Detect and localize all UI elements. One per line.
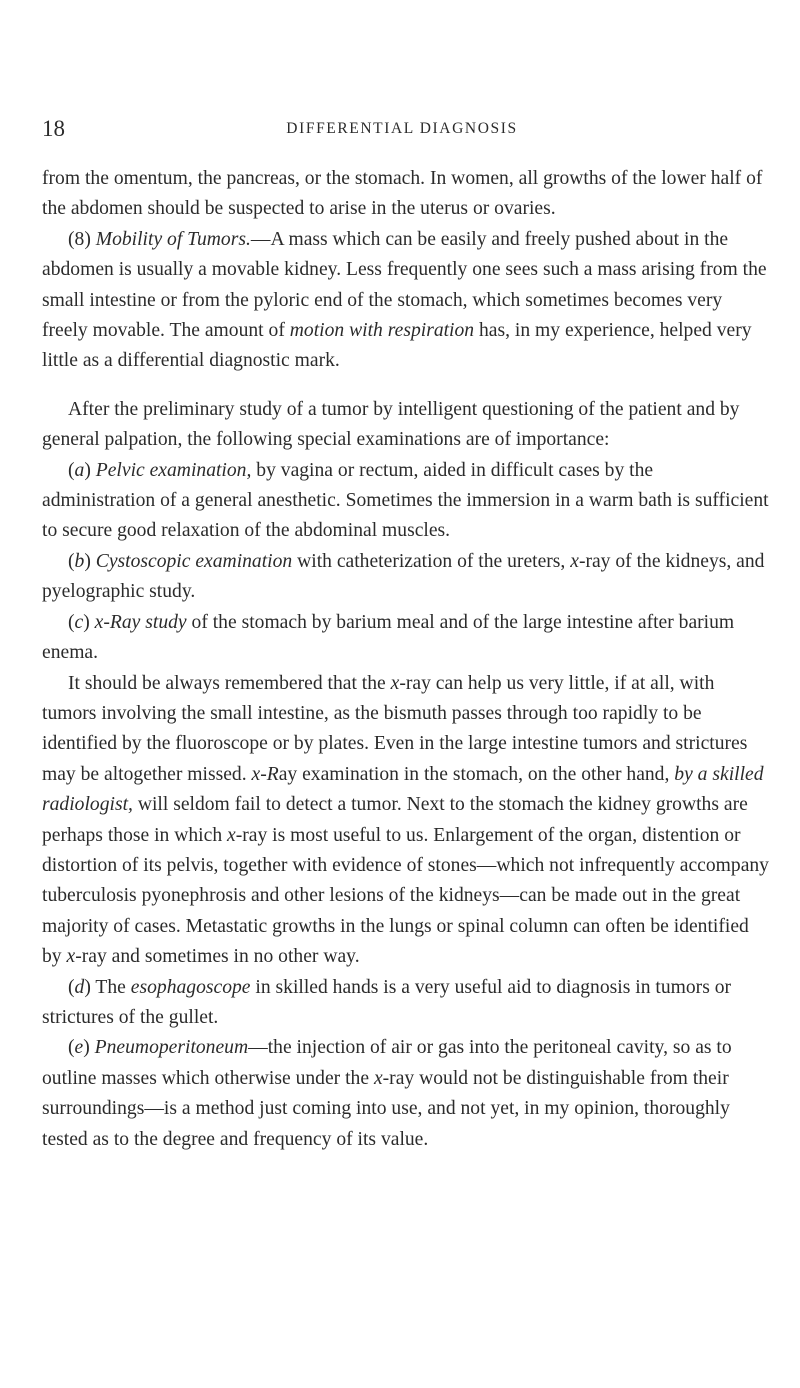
- running-head: DIFFERENTIAL DIAGNOSIS: [286, 120, 518, 137]
- body-text: [42, 164, 770, 1155]
- section-heading-mobility: Mobility of Tumors.: [95, 228, 251, 250]
- paragraph-pneumoperitoneum: (e) Pneumoperitoneum—the injection of air or gas into the peritoneal cavity, so as to outline masses which otherwise under the x-ray would not be distinguishable from their surroundings—is a method just coming into use, and not yet, in my opinion, thoroughly tested as to the degree and frequency of its value.: [42, 1037, 732, 1150]
- emphasis-esophagoscope: esophagoscope: [130, 976, 251, 998]
- paragraph-xray-limitations: It should be always remembered that the x-ray can help us very little, if at all, with tumors involving the small intestine, as the bismuth passes through too rapidly to be identified by the fluoroscope or by plates. Even in the large intestine tumors and strictures may be altogether missed. x-Ray examination in the stomach, on the other hand, by a skilled radiologist, will seldom fail to detect a tumor. Next to the stomach the kidney growths are perhaps those in which x-ray is most useful to us. Enlargement of the organ, distention or distortion of its pelvis, together with evidence of stones—which not infrequently accompany tuberculosis pyonephrosis and other lesions of the kidneys—can be made out in the great majority of cases. Metastatic growths in the lungs or spinal column can often be identified by x-ray and sometimes in no other way.: [42, 672, 769, 968]
- paragraph-mobility-of-tumors: (8) Mobility of Tumors.—A mass which can be easily and freely pushed about in the abdomen is usually a movable kidney. Less frequently one sees such a mass arising from the small intestine or from the pyloric end of the stomach, which sometimes becomes very freely movable. The amount of motion with respiration has, in my experience, helped very little as a differential diagnostic mark.: [42, 228, 767, 372]
- paragraph-special-examinations: After the preliminary study of a tumor by intelligent questioning of the patient and by general palpation, the following special examinations are of importance:: [42, 398, 740, 451]
- paragraph-xray-study: (c) x-Ray study of the stomach by barium meal and of the large intestine after barium enema.: [42, 611, 735, 664]
- item-heading-cystoscopic: Cystoscopic examination: [95, 550, 293, 572]
- item-heading-pneumoperitoneum: Pneumoperitoneum: [94, 1037, 249, 1059]
- page-header: [42, 116, 762, 142]
- emphasis-motion-with-respiration: motion with respiration: [289, 320, 475, 342]
- paragraph-cystoscopic-examination: (b) Cystoscopic examination with catheterization of the ureters, x-ray of the kidneys, and pyelographic study.: [42, 550, 765, 603]
- paragraph-omentum: from the omentum, the pancreas, or the stomach. In women, all growths of the lower half of the abdomen should be suspected to arise in the uterus or ovaries.: [42, 168, 763, 220]
- item-heading-xray: x-Ray study: [94, 611, 187, 633]
- paragraph-pelvic-examination: (a) Pelvic examination, by vagina or rectum, aided in difficult cases by the administration of a general anesthetic. Sometimes the immersion in a warm bath is sufficient to secure good relaxation of the abdominal muscles.: [42, 459, 769, 542]
- paragraph-gap: [42, 377, 770, 395]
- emphasis-skilled-radiologist: by a skilled radiologist,: [42, 763, 764, 816]
- page-number: 18: [42, 116, 65, 141]
- paragraph-esophagoscope: (d) The esophagoscope in skilled hands is a very useful aid to diagnosis in tumors or strictures of the gullet.: [42, 976, 732, 1028]
- item-heading-pelvic: Pelvic examination,: [95, 459, 252, 481]
